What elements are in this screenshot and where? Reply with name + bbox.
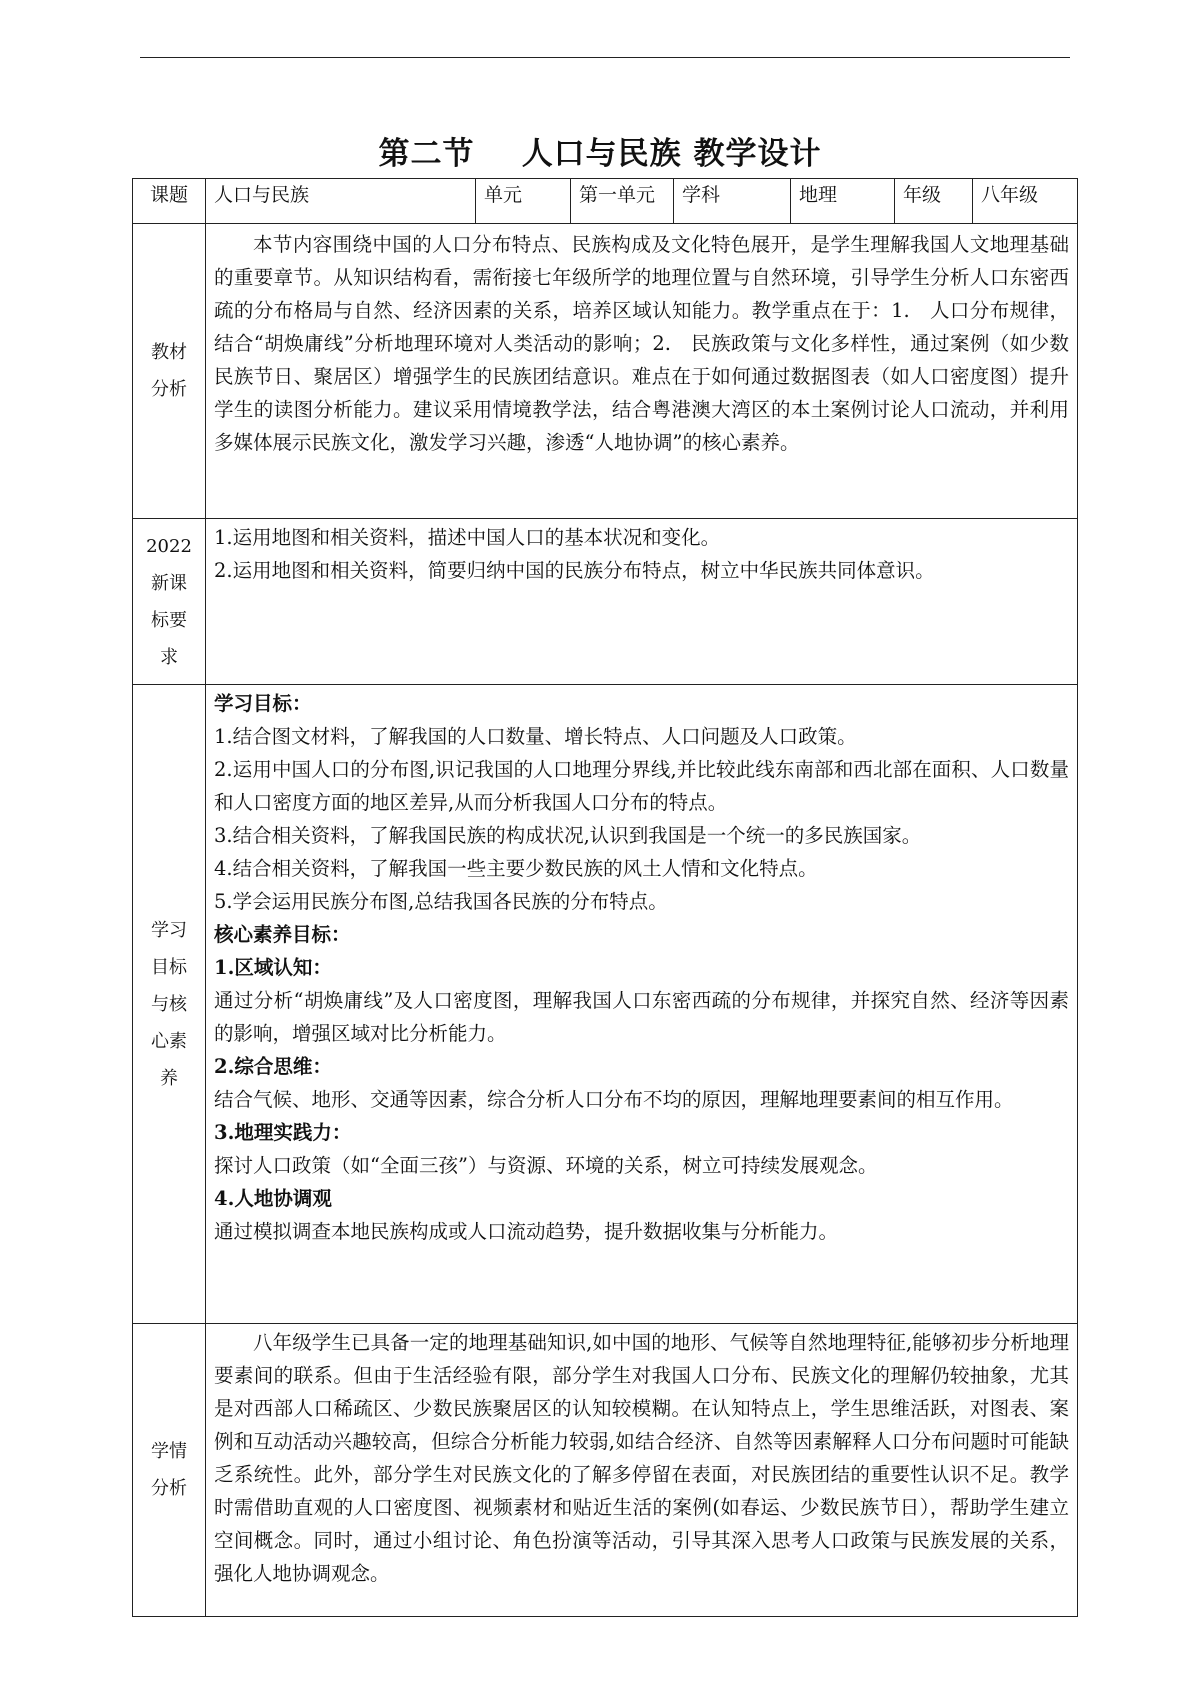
goal-item: 5.学会运用民族分布图,总结我国各民族的分布特点。	[214, 890, 668, 913]
material-analysis-label: 教材 分析	[133, 224, 206, 519]
core-item-title: 3.地理实践力：	[214, 1121, 352, 1144]
subject-value: 地理	[791, 179, 895, 224]
unit-label: 单元	[476, 179, 571, 224]
curriculum-standard-label: 2022 新课 标要 求	[133, 519, 206, 685]
topic-value: 人口与民族	[206, 179, 476, 224]
goals-heading: 学习目标：	[214, 692, 312, 715]
page-title	[0, 128, 1200, 173]
curriculum-standard-row	[133, 519, 1078, 685]
core-item-title: 1.区域认知：	[214, 956, 332, 979]
goal-item: 4.结合相关资料，了解我国一些主要少数民族的风土人情和文化特点。	[214, 857, 818, 880]
topic-label: 课题	[133, 179, 206, 224]
title-lesson-name: 人口与民族 教学设计	[521, 136, 822, 172]
student-analysis-label: 学情 分析	[133, 1324, 206, 1617]
goal-item: 3.结合相关资料，了解我国民族的构成状况,认识到我国是一个统一的多民族国家。	[214, 824, 922, 847]
learning-goals-content	[206, 685, 1078, 1324]
learning-goals-row	[133, 685, 1078, 1324]
grade-label: 年级	[895, 179, 973, 224]
header-row	[133, 179, 1078, 224]
material-analysis-row	[133, 224, 1078, 519]
grade-value: 八年级	[973, 179, 1078, 224]
material-analysis-text: 本节内容围绕中国的人口分布特点、民族构成及文化特色展开，是学生理解我国人文地理基础的重要章节。从知识结构看，需衔接七年级所学的地理位置与自然环境，引导学生分析人口东密西疏的分布格局与自然、经济因素的关系，培养区域认知能力。教学重点在于：1. 人口分布规律，结合“胡焕庸线”分析地理环境对人类活动的影响；2. 民族政策与文化多样性，通过案例（如少数民族节日、聚居区）增强学生的民族团结意识。难点在于如何通过数据图表（如人口密度图）提升学生的读图分析能力。建议采用情境教学法，结合粤港澳大湾区的本土案例讨论人口流动，并利用多媒体展示民族文化，激发学习兴趣，渗透“人地协调”的核心素养。	[214, 233, 1069, 454]
goal-item: 1.结合图文材料，了解我国的人口数量、增长特点、人口问题及人口政策。	[214, 725, 857, 748]
core-item-title: 2.综合思维：	[214, 1055, 332, 1078]
title-section-number: 第二节	[378, 136, 475, 172]
core-literacy-heading: 核心素养目标：	[214, 923, 351, 946]
subject-label: 学科	[674, 179, 791, 224]
student-analysis-content	[206, 1324, 1078, 1617]
goal-item: 2.运用中国人口的分布图,识记我国的人口地理分界线,并比较此线东南部和西北部在面积、人口数量和人口密度方面的地区差异,从而分析我国人口分布的特点。	[214, 758, 1069, 814]
learning-goals-label: 学习 目标 与核 心素 养	[133, 685, 206, 1324]
core-item-text: 探讨人口政策（如“全面三孩”）与资源、环境的关系，树立可持续发展观念。	[214, 1154, 878, 1177]
core-item-title: 4.人地协调观	[214, 1187, 332, 1210]
student-analysis-row	[133, 1324, 1078, 1617]
core-item-text: 通过模拟调查本地民族构成或人口流动趋势，提升数据收集与分析能力。	[214, 1220, 839, 1243]
unit-value: 第一单元	[571, 179, 674, 224]
core-item-text: 通过分析“胡焕庸线”及人口密度图，理解我国人口东密西疏的分布规律，并探究自然、经济等因素的影响，增强区域对比分析能力。	[214, 989, 1069, 1045]
lesson-plan-table	[132, 178, 1078, 1617]
header-rule	[140, 57, 1070, 58]
standard-item: 1.运用地图和相关资料，描述中国人口的基本状况和变化。	[214, 526, 721, 549]
student-analysis-text: 八年级学生已具备一定的地理基础知识,如中国的地形、气候等自然地理特征,能够初步分析地理要素间的联系。但由于生活经验有限，部分学生对我国人口分布、民族文化的理解仍较抽象，尤其是对西部人口稀疏区、少数民族聚居区的认知较模糊。在认知特点上，学生思维活跃，对图表、案例和互动活动兴趣较高，但综合分析能力较弱,如结合经济、自然等因素解释人口分布问题时可能缺乏系统性。此外，部分学生对民族文化的了解多停留在表面，对民族团结的重要性认识不足。教学时需借助直观的人口密度图、视频素材和贴近生活的案例(如春运、少数民族节日），帮助学生建立空间概念。同时，通过小组讨论、角色扮演等活动，引导其深入思考人口政策与民族发展的关系，强化人地协调观念。	[214, 1331, 1069, 1585]
core-item-text: 结合气候、地形、交通等因素，综合分析人口分布不均的原因，理解地理要素间的相互作用。	[214, 1088, 1014, 1111]
curriculum-standard-content	[206, 519, 1078, 685]
standard-item: 2.运用地图和相关资料，简要归纳中国的民族分布特点，树立中华民族共同体意识。	[214, 559, 935, 582]
material-analysis-content	[206, 224, 1078, 519]
